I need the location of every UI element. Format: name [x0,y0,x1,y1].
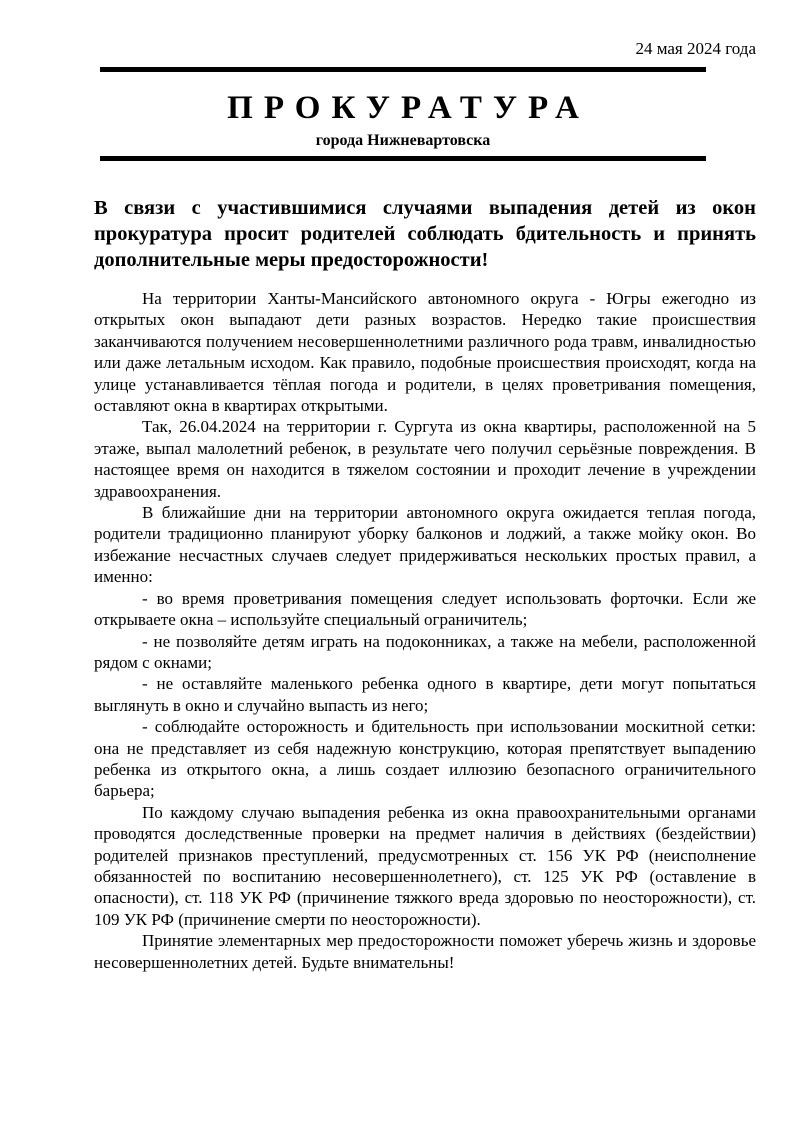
paragraph-incident: Так, 26.04.2024 на территории г. Сургута из окна квартиры, расположенной на 5 этаже, выпал малолетний ребенок, в результате чего получил серьёзные повреждения. В настоящее время он находится в тяжелом состоянии и проходит лечение в учреждении здравоохранения. [94,417,756,501]
paragraph-intro: На территории Ханты-Мансийского автономного округа - Югры ежегодно из открытых окон выпадают дети разных возрастов. Нередко такие происшествия заканчиваются получением несовершеннолетними различного рода травм, инвалидностью или даже летальным исходом. Как правило, подобные происшествия происходят, когда на улице устанавливается тёплая погода и родители, в целях проветривания помещения, оставляют окна в квартирах открытыми. [94,289,756,416]
rule-item-vents: - во время проветривания помещения следует использовать форточки. Если же открываете окна – используйте специальный ограничитель; [94,588,756,630]
rule-item-windowsills: - не позволяйте детям играть на подоконниках, а также на мебели, расположенной рядом с окнами; [94,631,756,672]
header-rule-bottom [100,156,706,161]
rule-item-alone: - не оставляйте маленького ребенка одного в квартире, дети могут попытаться выглянуть в окно и случайно выпасть из него; [94,674,756,715]
rule-item-mosquito-net: - соблюдайте осторожность и бдительность при использовании москитной сетки: она не представляет из себя надежную конструкцию, которая препятствует выпадению ребенка из открытого окна, а лишь создает иллюзию безопасного ограничительного барьера; [94,717,756,801]
paragraph-legal: По каждому случаю выпадения ребенка из окна правоохранительными органами проводятся доследственные проверки на предмет наличия в действиях (бездействии) родителей признаков преступлений, предусмотренных ст. 156 УК РФ (неисполнение обязанностей по воспитанию несовершеннолетнего), ст. 125 УК РФ (оставление в опасности), ст. 118 УК РФ (причинение тяжкого вреда здоровью по неосторожности), ст. 109 УК РФ (причинение смерти по неосторожности). [94,802,756,929]
header-rule-top [100,67,706,72]
document-body [94,288,756,973]
paragraph-season: В ближайшие дни на территории автономного округа ожидается теплая погода, родители традиционно планируют уборку балконов и лоджий, а также мойку окон. Во избежание несчастных случаев следует придерживаться нескольких простых правил, а именно: [94,503,756,587]
document-date: 24 мая 2024 года [635,39,756,58]
paragraph-closing: Принятие элементарных мер предосторожности поможет уберечь жизнь и здоровье несовершеннолетних детей. Будьте внимательны! [94,931,756,972]
headline: В связи с участившимися случаями выпадения детей из окон прокуратура просит родителей соблюдать бдительность и принять дополнительные меры предосторожности! [94,197,756,271]
organization-title: ПРОКУРАТУРА [227,90,590,126]
organization-subtitle: города Нижневартовска [315,132,491,149]
